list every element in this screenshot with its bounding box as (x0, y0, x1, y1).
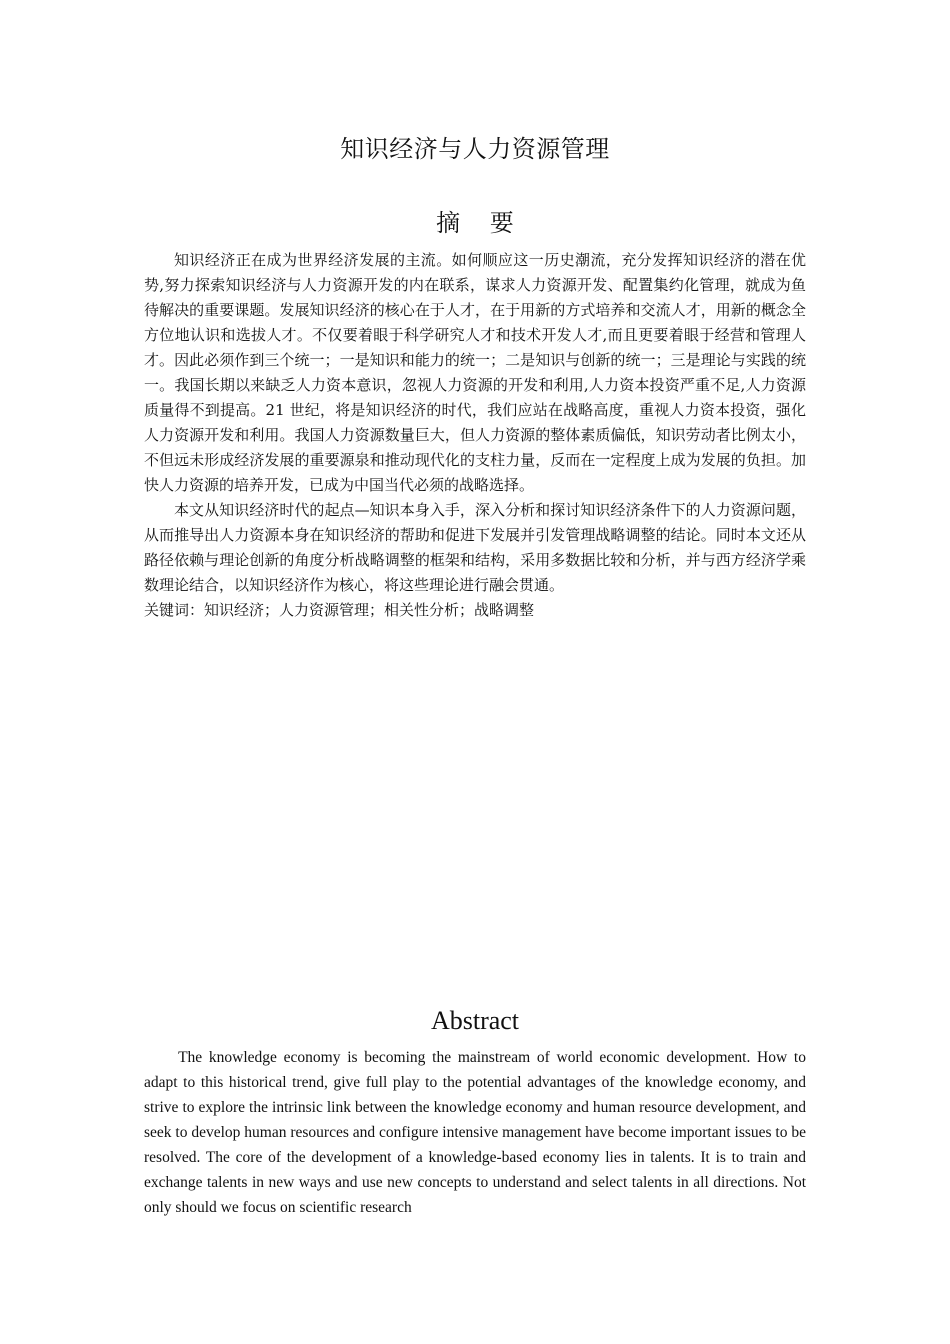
chinese-abstract-paragraph-2: 本文从知识经济时代的起点—知识本身入手，深入分析和探讨知识经济条件下的人力资源问题，从而推导出人力资源本身在知识经济的帮助和促进下发展并引发管理战略调整的结论。同时本文还从路径依赖与理论创新的角度分析战略调整的框架和结构，采用多数据比较和分析，并与西方经济学乘数理论结合，以知识经济作为核心，将这些理论进行融会贯通。 (144, 501, 806, 594)
page-title: 知识经济与人力资源管理 (340, 135, 610, 163)
english-abstract-heading: Abstract (430, 1006, 520, 1035)
keywords-line: 关键词：知识经济；人力资源管理；相关性分析；战略调整 (144, 601, 535, 619)
english-abstract-paragraph: The knowledge economy is becoming the mainstream of world economic development. How to adapt to this historical trend, give full play to the potential advantages of the knowledge economy, and strive to explore the intrinsic link between the knowledge economy and human resource development, and seek to develop human resources and configure intensive management have become important issues to be resolved. The core of the development of a knowledge-based economy lies in talents. It is to train and exchange talents in new ways and use new concepts to understand and select talents in all directions. Not only should we focus on scientific research (144, 1049, 806, 1216)
english-abstract-body (144, 1045, 806, 1225)
chinese-abstract-body (144, 248, 806, 623)
chinese-abstract-heading: 摘 要 (436, 209, 514, 237)
chinese-abstract-paragraph-1: 知识经济正在成为世界经济发展的主流。如何顺应这一历史潮流，充分发挥知识经济的潜在优势,努力探索知识经济与人力资源开发的内在联系，谋求人力资源开发、配置集约化管理，就成为鱼待解决的重要课题。发展知识经济的核心在于人才，在于用新的方式培养和交流人才，用新的概念全方位地认识和选拔人才。不仅要着眼于科学研究人才和技术开发人才,而且更要着眼于经营和管理人才。因此必须作到三个统一；一是知识和能力的统一；二是知识与创新的统一；三是理论与实践的统一。我国长期以来缺乏人力资本意识，忽视人力资源的开发和利用,人力资本投资严重不足,人力资源质量得不到提高。21 世纪，将是知识经济的时代，我们应站在战略高度，重视人力资本投资，强化人力资源开发和利用。我国人力资源数量巨大，但人力资源的整体素质偏低，知识劳动者比例太小，不但远未形成经济发展的重要源泉和推动现代化的支柱力量，反而在一定程度上成为发展的负担。加快人力资源的培养开发，已成为中国当代必须的战略选择。 (144, 251, 806, 494)
